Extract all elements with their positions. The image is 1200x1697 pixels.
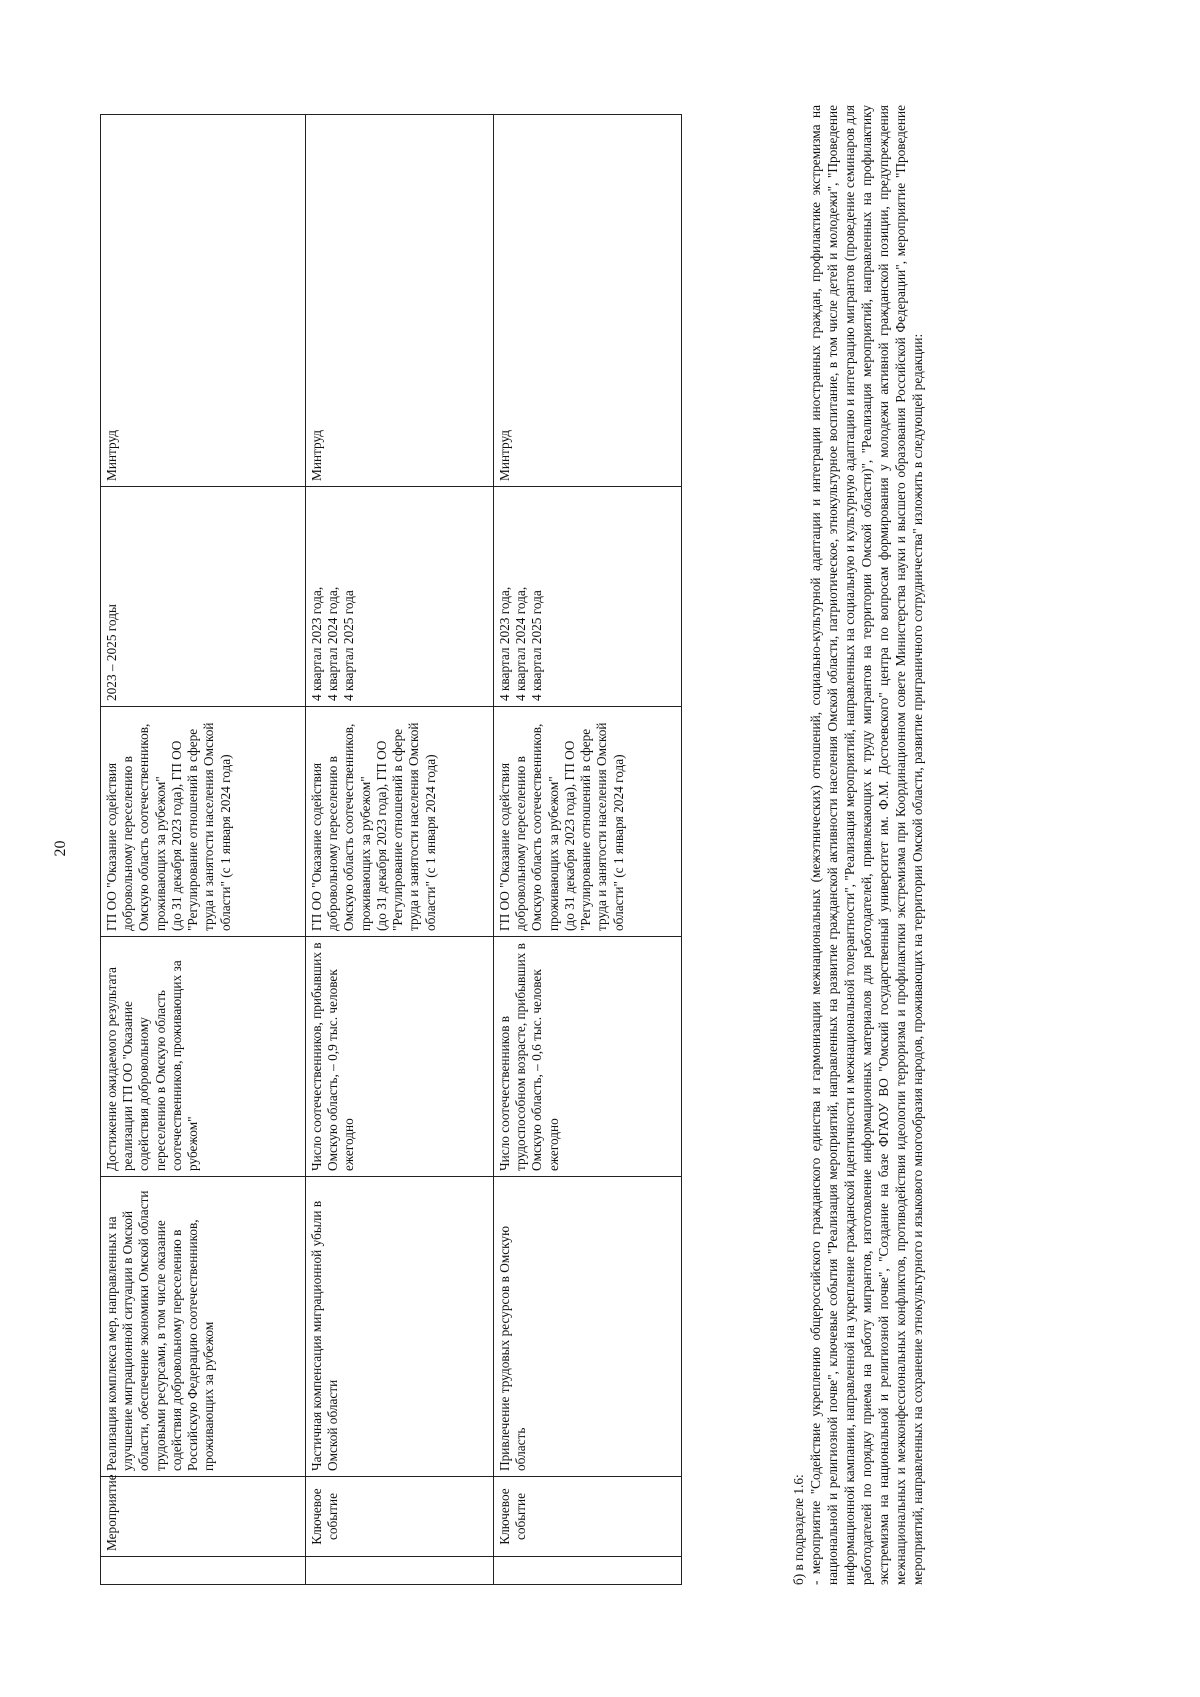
row-executor: Минтруд xyxy=(101,115,306,487)
page-number: 20 xyxy=(52,840,69,857)
row-type: Ключевое событие xyxy=(306,1477,494,1557)
amendment-notes xyxy=(790,105,926,1585)
row-result: Достижение ожидаемого результата реализации ГП ОО "Оказание содействия добровольному переселению в Омскую область соотечественников, проживающих за рубежом" xyxy=(101,937,306,1177)
row-name: Привлечение трудовых ресурсов в Омскую область xyxy=(494,1177,682,1477)
row-name: Реализация комплекса мер, направленных на улучшение миграционной ситуации в Омской области, обеспечение экономики Омской области трудовыми ресурсами, в том числе оказание содействия добровольному переселению в Российскую Федерацию соотечественников, проживающих за рубежом xyxy=(101,1177,306,1477)
row-type: Мероприятие xyxy=(101,1477,306,1557)
row-number-cell xyxy=(494,1557,682,1585)
row-term: 4 квартал 2023 года, 4 квартал 2024 года, 4 квартал 2025 года xyxy=(494,487,682,707)
row-number-cell xyxy=(306,1557,494,1585)
row-executor: Минтруд xyxy=(494,115,682,487)
table-row xyxy=(101,115,306,1585)
row-program: ГП ОО "Оказание содействия добровольному переселению в Омскую область соотечественников, проживающих за рубежом" (до 31 декабря 2023 года), ГП ОО "Регулирование отношений в сфере труда и занятости населения Омской области" (с 1 января 2024 года) xyxy=(101,707,306,937)
row-name: Частичная компенсация миграционной убыли в Омской области xyxy=(306,1177,494,1477)
row-result: Число соотечественников, прибывших в Омскую область, – 0,9 тыс. человек ежегодно xyxy=(306,937,494,1177)
row-type: Ключевое событие xyxy=(494,1477,682,1557)
notes-item: - мероприятие "Содействие укреплению общероссийского гражданского единства и гармонизации межнациональных (межэтнических) отношений, социально-культурной адаптации и интеграции иностранных граждан, профилактике экстремизма на национальной и религиозной почве", ключевые события "Реализация мероприятий, направленных на развитие гражданской активности населения Омской области, патриотическое, этнокультурное воспитание, в том числе детей и молодежи", "Проведение информационной кампании, направленной на укрепление гражданской идентичности и межнациональной толерантности", "Реализация мероприятий, направленных на социальную и культурную адаптацию и интеграцию мигрантов (проведение семинаров для работодателей по порядку приема на работу мигрантов, изготовление информационных материалов для работодателей, привлекающих к труду мигрантов на территории Омской области)", "Реализация мероприятий, направленных на профилактику экстремизма на национальной и религиозной почве", "Создание на базе ФГАОУ ВО "Омский государственный университет им. Ф.М. Достоевского" центра по вопросам формирования у молодежи активной гражданской позиции, предупреждения межнациональных и межконфессиональных конфликтов, противодействия идеологии терроризма и профилактики экстремизма при Координационном совете Министерства науки и высшего образования Российской Федерации", мероприятие "Проведение мероприятий, направленных на сохранение этнокультурного и языкового многообразия народов, проживающих на территории Омской области, развитие приграничного сотрудничества" изложить в следующей редакции: xyxy=(807,105,926,1585)
row-term: 4 квартал 2023 года, 4 квартал 2024 года, 4 квартал 2025 года xyxy=(306,487,494,707)
measures-table xyxy=(100,114,682,1585)
table-row xyxy=(494,115,682,1585)
row-executor: Минтруд xyxy=(306,115,494,487)
table-row xyxy=(306,115,494,1585)
row-number-cell xyxy=(101,1557,306,1585)
row-result: Число соотечественников в трудоспособном возрасте, прибывших в Омскую область, – 0,6 тыс. человек ежегодно xyxy=(494,937,682,1177)
row-program: ГП ОО "Оказание содействия добровольному переселению в Омскую область соотечественников, проживающих за рубежом" (до 31 декабря 2023 года), ГП ОО "Регулирование отношений в сфере труда и занятости населения Омской области" (с 1 января 2024 года) xyxy=(494,707,682,937)
row-term: 2023 – 2025 годы xyxy=(101,487,306,707)
row-program: ГП ОО "Оказание содействия добровольному переселению в Омскую область соотечественников, проживающих за рубежом" (до 31 декабря 2023 года), ГП ОО "Регулирование отношений в сфере труда и занятости населения Омской области" (с 1 января 2024 года) xyxy=(306,707,494,937)
notes-heading: б) в подразделе 1.6: xyxy=(791,1474,806,1585)
